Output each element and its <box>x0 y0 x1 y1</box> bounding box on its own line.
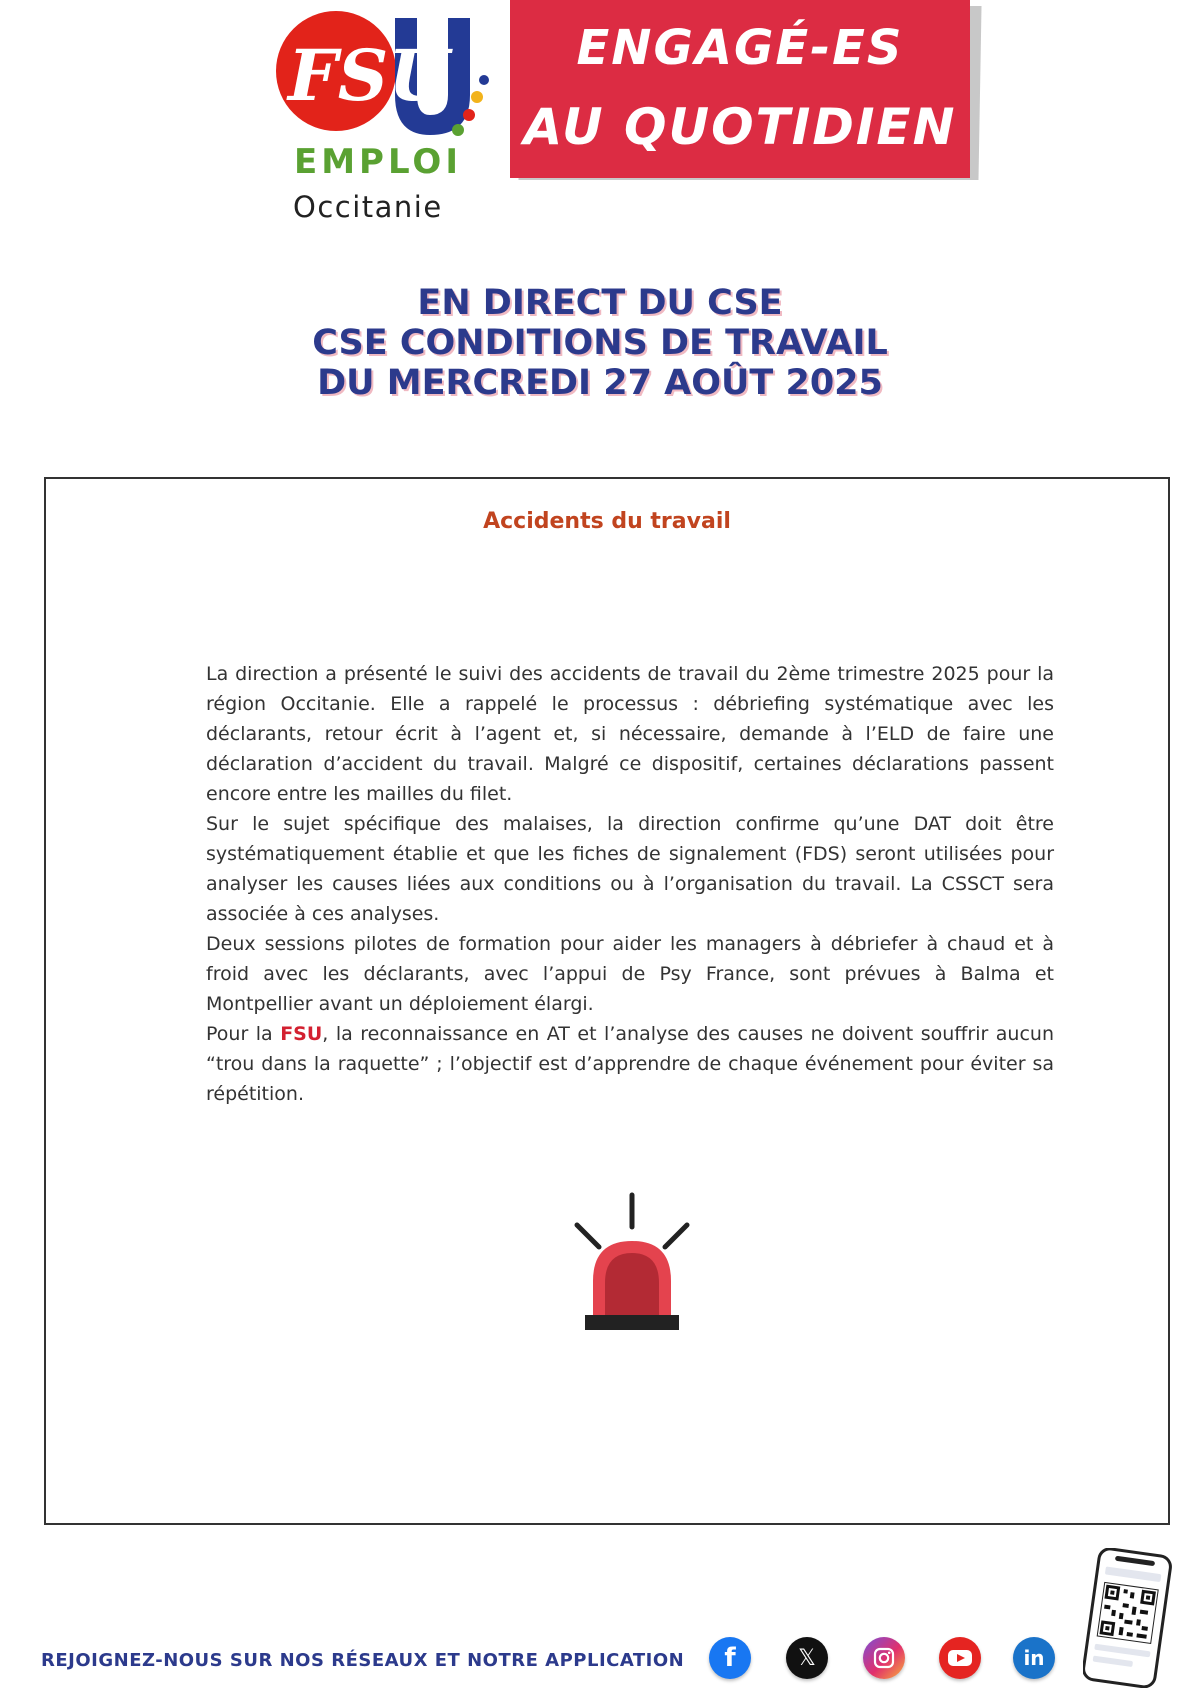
banner-line-2: AU QUOTIDIEN <box>523 98 957 156</box>
linkedin-glyph: in <box>1023 1646 1045 1670</box>
linkedin-icon[interactable] <box>1013 1637 1055 1679</box>
youtube-icon[interactable] <box>939 1637 981 1679</box>
instagram-icon[interactable] <box>863 1637 905 1679</box>
title-line-1: EN DIRECT DU CSE <box>417 283 783 323</box>
slogan-banner <box>510 0 980 180</box>
logo-division: EMPLOI <box>294 142 462 182</box>
paragraph-4 <box>206 1019 1054 1109</box>
fsu-emploi-logo <box>270 0 510 230</box>
x-icon[interactable] <box>786 1637 828 1679</box>
instagram-glyph <box>873 1647 895 1669</box>
facebook-icon[interactable] <box>709 1637 751 1679</box>
x-glyph: 𝕏 <box>798 1645 816 1671</box>
content-box <box>44 477 1170 1525</box>
banner-line-1: ENGAGÉ-ES <box>576 20 904 76</box>
siren-icon <box>567 1189 697 1339</box>
logo-region: Occitanie <box>293 190 443 224</box>
paragraph-3: Deux sessions pilotes de formation pour aider les managers à débriefer à chaud et à froid avec les déclarants, avec l’appui de Psy France, sont prévues à Balma et Montpellier avant un déploiement élargi. <box>206 933 1054 1015</box>
fsu-logo-mark <box>270 0 510 150</box>
paragraph-2: Sur le sujet spécifique des malaises, la direction confirme qu’une DAT doit être systématiquement établie et que les fiches de signalement (FDS) seront utilisées pour analyser les causes liées aux conditions ou à l’organisation du travail. La CSSCT sera associée à ces analyses. <box>206 813 1054 925</box>
paragraph-4-prefix: Pour la <box>206 1023 281 1045</box>
fsu-highlight: FSU <box>280 1023 323 1045</box>
title-line-3: DU MERCREDI 27 AOÛT 2025 <box>317 363 883 403</box>
footer-call-to-action: REJOIGNEZ-NOUS SUR NOS RÉSEAUX ET NOTRE APPLICATION <box>41 1650 685 1671</box>
paragraph-4-suffix: , la reconnaissance en AT et l’analyse des causes ne doivent souffrir aucun “trou dans la raquette” ; l’objectif est d’apprendre de chaque événement pour éviter sa répétition. <box>206 1023 1055 1105</box>
section-title: Accidents du travail <box>483 509 731 534</box>
logo-brand-text: FSU <box>288 34 450 117</box>
paragraph-1: La direction a présenté le suivi des accidents de travail du 2ème trimestre 2025 pour la région Occitanie. Elle a rappelé le processus : débriefing systématique avec les déclarants, retour écrit à l’agent et, si nécessaire, demande à l’ELD de faire une déclaration d’accident du travail. Malgré ce dispositif, certaines déclarations passent encore entre les mailles du filet. <box>206 663 1054 805</box>
title-line-2: CSE CONDITIONS DE TRAVAIL <box>312 323 888 363</box>
youtube-glyph <box>947 1648 973 1668</box>
body-text <box>206 659 1054 1109</box>
facebook-glyph: f <box>724 1643 736 1673</box>
app-qr-phone-icon[interactable] <box>1083 1548 1173 1688</box>
page-title <box>0 283 1200 403</box>
